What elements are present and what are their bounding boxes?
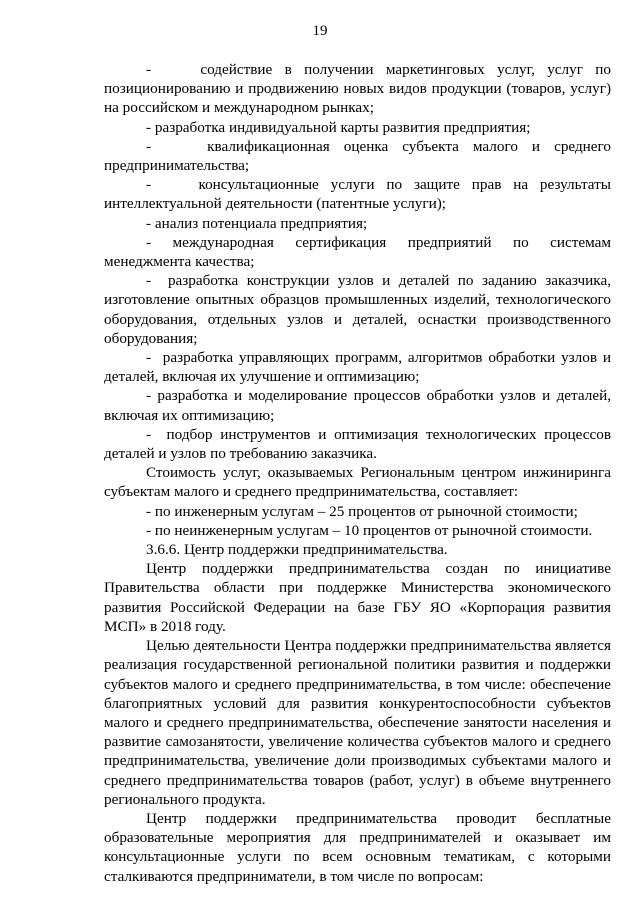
paragraph-cost-engineering: - по инженерным услугам – 25 процентов от рыночной стоимости; [146, 502, 578, 520]
paragraph-service-marketing: - содействие в получении маркетинговых услуг, услуг по позиционированию и продвижению новых видов продукции (товаров, услуг) на российском и международном рынках; [104, 61, 611, 117]
paragraph-service-modeling: - разработка и моделирование процессов обработки узлов и деталей, включая их оптимизацию; [104, 387, 611, 424]
paragraph-service-programs: - разработка управляющих программ, алгоритмов обработки узлов и деталей, включая их улучшение и оптимизацию; [104, 349, 611, 386]
page-number: 19 [312, 23, 328, 39]
paragraph-service-development-map: - разработка индивидуальной карты развития предприятия; [146, 118, 531, 136]
paragraph-service-certification: - международная сертификация предприятий по системам менеджмента качества; [104, 233, 611, 271]
paragraph-service-qualification-assessment: - квалификационная оценка субъекта малого и среднего предпринимательства; [104, 137, 611, 175]
paragraph-service-tools: - подбор инструментов и оптимизация технологических процессов деталей и узлов по требованию заказчика. [104, 425, 611, 463]
paragraph-service-patent: - консультационные услуги по защите прав на результаты интеллектуальной деятельности (патентные услуги); [104, 176, 611, 213]
paragraph-center-activities: Центр поддержки предпринимательства проводит бесплатные образовательные мероприятия для предпринимателей и оказывает им консультационные услуги по всем основным тематикам, с которыми сталкиваются предприниматели, в том числе по вопросам: [104, 809, 611, 885]
paragraph-cost-non-engineering: - по неинженерным услугам – 10 процентов от рыночной стоимости. [146, 521, 593, 539]
paragraph-center-goal: Целью деятельности Центра поддержки предпринимательства является реализация государственной региональной политики развития и поддержки субъектов малого и среднего предпринимательства, в том числе: обеспечение благоприятных условий для развития конкурентоспособности субъектов малого и среднего предпринимательства, обеспечение занятости населения и развитие самозанятости, увеличение количества субъектов малого и среднего предпринимательства, увеличение доли производимых субъектами малого и среднего предпринимательства товаров (работ, услуг) в объеме внутреннего регионального продукта. [104, 637, 611, 808]
paragraph-cost-intro: Стоимость услуг, оказываемых Региональным центром инжиниринга субъектам малого и среднего предпринимательства, составляет: [104, 464, 611, 501]
paragraph-service-design: - разработка конструкции узлов и деталей по заданию заказчика, изготовление опытных образцов промышленных изделий, технологического оборудования, отдельных узлов и деталей, оснастки производственного оборудования; [104, 272, 611, 347]
paragraph-center-creation: Центр поддержки предпринимательства создан по инициативе Правительства области при поддержке Министерства экономического развития Российской Федерации на базе ГБУ ЯО «Корпорация развития МСП» в 2018 году. [104, 560, 611, 635]
section-heading-3-6-6: 3.6.6. Центр поддержки предпринимательства. [146, 541, 448, 559]
body-text [104, 60, 611, 886]
paragraph-service-potential-analysis: - анализ потенциала предприятия; [146, 214, 368, 232]
